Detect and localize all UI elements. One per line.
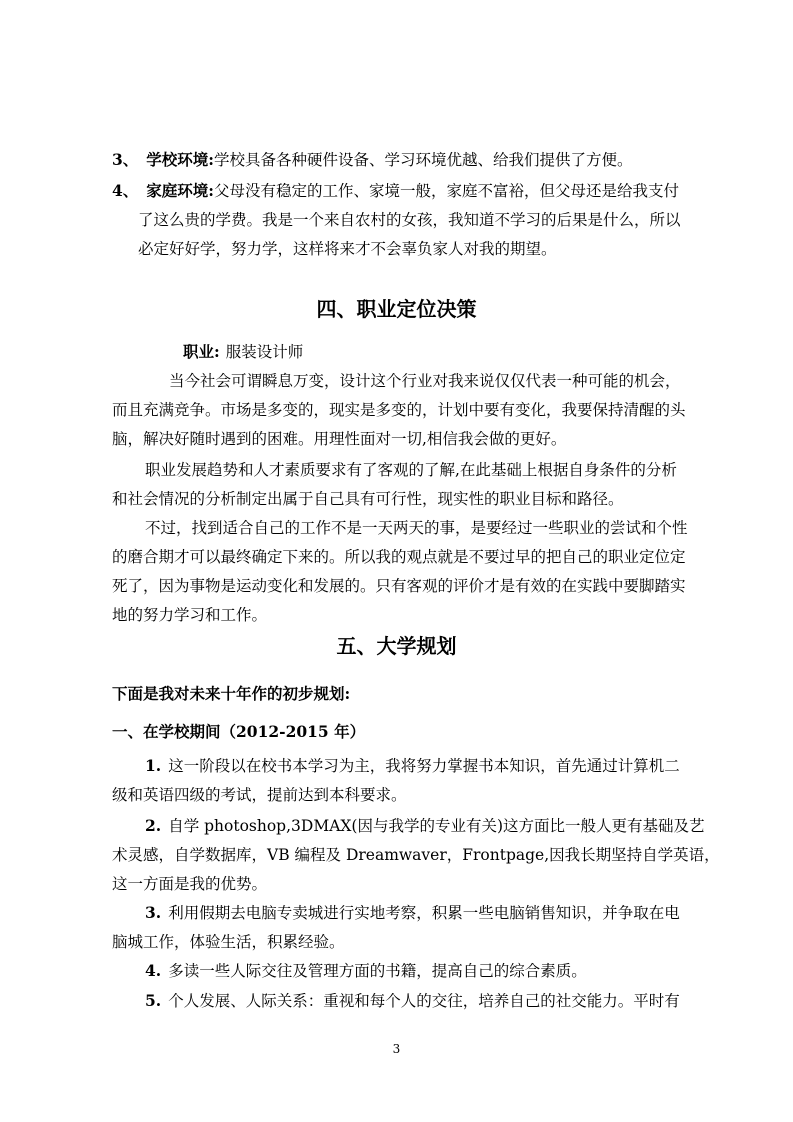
plan-item-2-number: 2. [145,816,162,835]
plan-item-2-line-3: 这一方面是我的优势。 [112,875,268,893]
item-4-number: 4、 [112,181,139,200]
plan-item-5-line-1: 个人发展、人际关系：重视和每个人的交往，培养自己的社交能力。平时有 [168,992,680,1010]
plan-item-4-line-1: 多读一些人际交往及管理方面的书籍，提高自己的综合素质。 [168,962,587,980]
section-5-heading: 五、大学规划 [336,634,457,658]
plan-item-2 [145,816,705,836]
plan-item-1-line-1: 这一阶段以在校书本学习为主，我将努力掌握书本知识，首先通过计算机二 [168,757,680,775]
plan-item-2-line-2: 术灵感，自学数据库，VB 编程及 Dreamwaver，Frontpage,因我长期坚持自学英语， [112,846,720,864]
school-period-heading: 一、在学校期间（2012-2015 年） [112,722,366,741]
plan-item-3-line-2: 脑城工作，体验生活，积累经验。 [112,933,345,951]
plan-item-5 [145,991,680,1011]
item-3 [112,150,633,170]
item-3-label: 学校环境: [146,150,215,169]
item-4-line-2: 了这么贵的学费。我是一个来自农村的女孩，我知道不学习的后果是什么，所以 [138,211,681,229]
section-4-p2-line-1: 职业发展趋势和人才素质要求有了客观的了解,在此基础上根据自身条件的分析 [145,461,677,479]
section-4-p2-line-2: 和社会情况的分析制定出属于自己具有可行性，现实性的职业目标和路径。 [112,490,624,508]
section-4-heading: 四、职业定位决策 [316,297,477,321]
plan-item-3-number: 3. [145,903,162,922]
section-4-p1-line-1: 当今社会可谓瞬息万变，设计这个行业对我来说仅仅代表一种可能的机会， [169,372,681,390]
job-line [183,342,303,362]
item-3-text: 学校具备各种硬件设备、学习环境优越、给我们提供了方便。 [214,151,633,169]
plan-item-1 [145,756,680,776]
plan-item-4 [145,961,587,981]
item-4-line-3: 必定好好学，努力学，这样将来才不会辜负家人对我的期望。 [138,240,557,258]
item-3-number: 3、 [112,150,139,169]
section-4-p3-line-3: 死了，因为事物是运动变化和发展的。只有客观的评价才是有效的在实践中要脚踏实 [112,577,686,595]
plan-item-3 [145,903,680,923]
item-4-label: 家庭环境: [146,181,215,200]
page-number: 3 [392,1042,401,1056]
plan-item-5-number: 5. [145,991,162,1010]
section-4-p3-line-1: 不过，找到适合自己的工作不是一天两天的事，是要经过一些职业的尝试和个性 [145,519,688,537]
item-4 [112,181,679,201]
plan-item-1-number: 1. [145,756,162,775]
plan-item-3-line-1: 利用假期去电脑专卖城进行实地考察，积累一些电脑销售知识，并争取在电 [168,904,680,922]
job-label: 职业: [183,342,220,361]
item-4-line-1: 父母没有稳定的工作、家境一般，家庭不富裕，但父母还是给我支付 [214,182,680,200]
job-value: 服装设计师 [225,343,304,361]
plan-item-2-line-1: 自学 photoshop,3DMAX(因与我学的专业有关)这方面比一般人更有基础及艺 [168,817,705,835]
plan-intro: 下面是我对未来十年作的初步规划: [112,684,351,703]
plan-item-1-line-2: 级和英语四级的考试，提前达到本科要求。 [112,786,407,804]
section-4-p1-line-2: 而且充满竞争。市场是多变的，现实是多变的，计划中要有变化，我要保持清醒的头 [112,401,686,419]
section-4-p3-line-2: 的磨合期才可以最终确定下来的。所以我的观点就是不要过早的把自己的职业定位定 [112,548,686,566]
section-4-p3-line-4: 地的努力学习和工作。 [112,606,268,624]
section-4-p1-line-3: 脑，解决好随时遇到的困难。用理性面对一切,相信我会做的更好。 [112,430,567,448]
plan-item-4-number: 4. [145,961,162,980]
